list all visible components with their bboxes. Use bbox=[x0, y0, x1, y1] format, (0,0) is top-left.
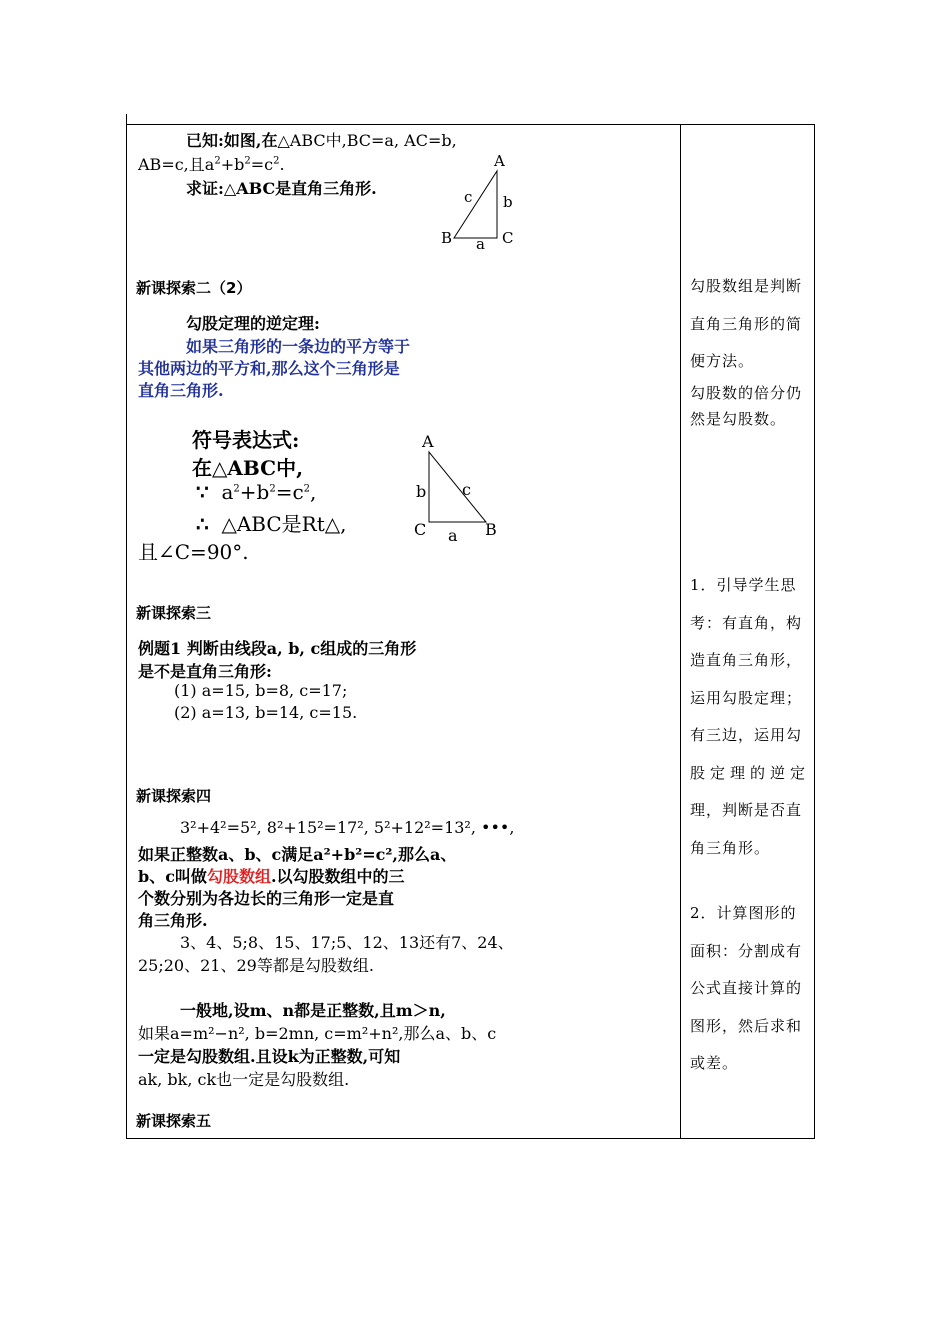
section-3-title: 新课探索三 bbox=[136, 604, 212, 622]
general-line-4: ak, bk, ck也一定是勾股数组. bbox=[138, 1070, 350, 1089]
triples-line-5: 角三角形. bbox=[138, 911, 208, 930]
example-item-1: (1) a=15, b=8, c=17; bbox=[174, 681, 348, 700]
prove-line: 求证:△ABC是直角三角形. bbox=[186, 179, 377, 198]
fig2-label-C: C bbox=[414, 520, 427, 539]
triples-line-2: 如果正整数a、b、c满足a²+b²=c²,那么a、 bbox=[138, 845, 457, 864]
general-line-2: 如果a=m²−n², b=2mn, c=m²+n²,那么a、b、c bbox=[138, 1024, 497, 1043]
symbolic-line-1: 在△ABC中, bbox=[192, 456, 304, 480]
symbolic-line-4: 且∠C=90°. bbox=[138, 540, 249, 564]
converse-line-1: 如果三角形的一条边的平方等于 bbox=[186, 337, 411, 356]
given-line-1: 已知:如图,在△ABC中,BC=a, AC=b, bbox=[186, 131, 457, 150]
triples-line-7: 25;20、21、29等都是勾股数组. bbox=[138, 956, 374, 975]
fig1-label-A: A bbox=[494, 152, 505, 170]
fig2-label-a: a bbox=[448, 526, 458, 545]
example-line-1: 例题1 判断由线段a, b, c组成的三角形 bbox=[138, 639, 417, 658]
symbolic-line-2: ∵ $a^2+b^2=c^2$, bbox=[196, 480, 317, 504]
fig2-label-A: A bbox=[422, 432, 434, 451]
converse-line-3: 直角三角形. bbox=[138, 381, 224, 400]
section-2-title: 新课探索二（2） bbox=[136, 279, 252, 297]
note-4: 2．计算图形的 面积：分割成有 公式直接计算的 图形，然后求和 或差。 bbox=[690, 904, 803, 1072]
fig2-label-B: B bbox=[485, 520, 497, 539]
triples-line-6: 3、4、5;8、15、17;5、12、13还有7、24、 bbox=[180, 933, 514, 952]
symbolic-title: 符号表达式: bbox=[192, 428, 300, 452]
section-4-title: 新课探索四 bbox=[136, 787, 212, 805]
general-line-3: 一定是勾股数组.且设k为正整数,可知 bbox=[138, 1047, 401, 1066]
given-line-2: AB=c,且$a^2+b^2=c^2$. bbox=[138, 155, 285, 174]
fig1-label-b: b bbox=[503, 193, 513, 211]
section-5-title: 新课探索五 bbox=[136, 1112, 212, 1130]
triples-line-3: b、c叫做勾股数组.以勾股数组中的三 bbox=[138, 867, 405, 886]
converse-line-2: 其他两边的平方和,那么这个三角形是 bbox=[138, 359, 400, 378]
fig1-label-C: C bbox=[502, 229, 514, 247]
fig1-label-B: B bbox=[441, 229, 453, 247]
note-2: 勾股数的倍分仍 然是勾股数。 bbox=[690, 384, 803, 428]
example-item-2: (2) a=13, b=14, c=15. bbox=[174, 703, 358, 722]
fig2-label-c: c bbox=[462, 480, 471, 499]
example-line-2: 是不是直角三角形: bbox=[138, 662, 272, 681]
column-divider bbox=[680, 124, 681, 1139]
because-symbol: ∵ bbox=[196, 480, 209, 504]
fig1-label-a: a bbox=[476, 235, 485, 253]
converse-title: 勾股定理的逆定理: bbox=[186, 314, 320, 333]
fig1-label-c: c bbox=[464, 188, 473, 206]
note-3: 1．引导学生思 考：有直角，构 造直角三角形， 运用勾股定理； 有三边，运用勾 股定理的逆定 理，判断是否直 角三角形。 bbox=[690, 576, 811, 857]
term-gougu-triple: 勾股数组 bbox=[206, 867, 271, 886]
triples-line-1: 3²+4²=5², 8²+15²=17², 5²+12²=13², •••, bbox=[180, 818, 515, 837]
symbolic-line-3: ∴ △ABC是Rt△, bbox=[196, 512, 347, 536]
fig2-label-b: b bbox=[416, 482, 427, 501]
note-1: 勾股数组是判断 直角三角形的简 便方法。 bbox=[690, 277, 803, 370]
therefore-symbol: ∴ bbox=[196, 512, 209, 536]
triples-line-4: 个数分别为各边长的三角形一定是直 bbox=[138, 889, 395, 908]
general-line-1: 一般地,设m、n都是正整数,且m＞n, bbox=[180, 1001, 446, 1020]
